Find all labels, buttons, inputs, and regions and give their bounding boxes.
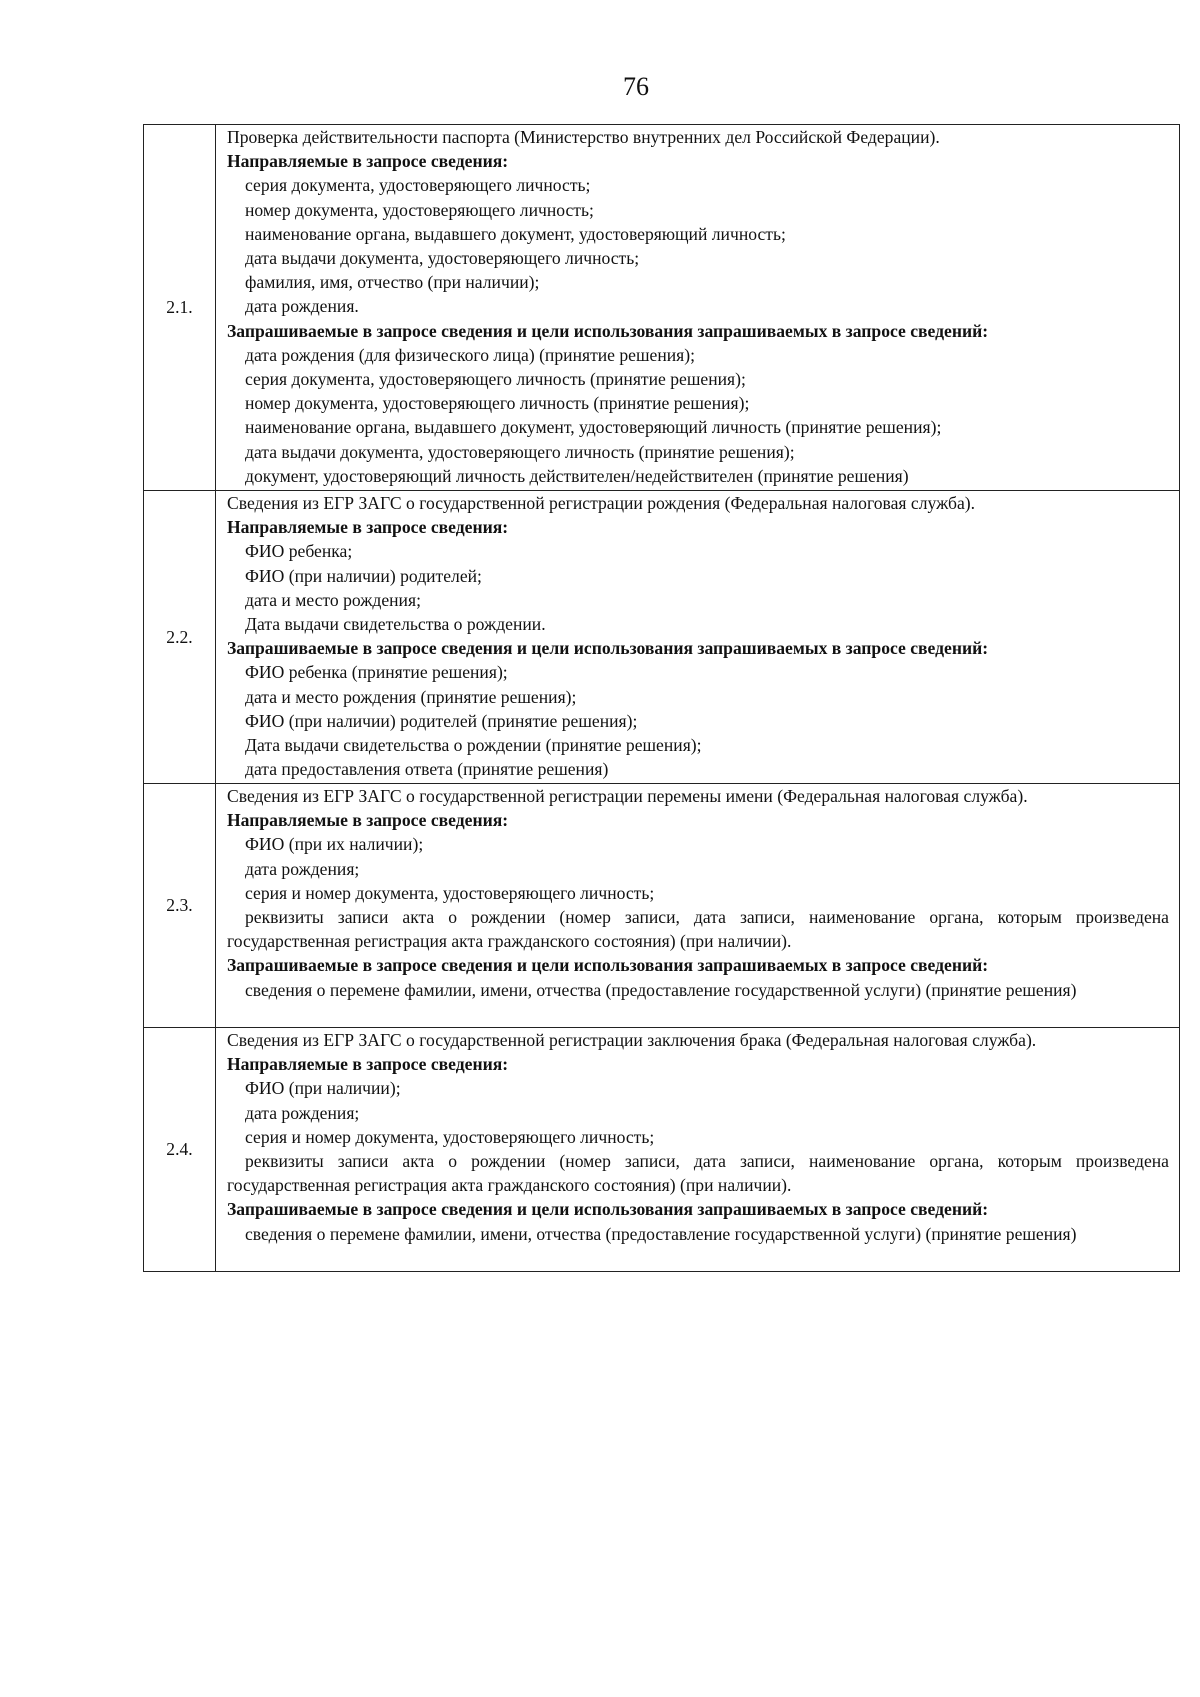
sent-heading: Направляемые в запросе сведения: (227, 810, 509, 831)
list-item: Дата выдачи свидетельства о рождении. (245, 614, 546, 635)
list-item: документ, удостоверяющий личность действителен/недействителен (принятие решения) (245, 465, 909, 486)
requested-paragraph: сведения о перемене фамилии, имени, отчества (предоставление государственной услуги) (принятие решения) (245, 1223, 1077, 1244)
list-item: номер документа, удостоверяющего личность (принятие решения); (245, 393, 750, 414)
list-item: фамилия, имя, отчество (при наличии); (245, 272, 540, 293)
list-item: дата и место рождения; (245, 589, 421, 610)
row-title: Проверка действительности паспорта (Министерство внутренних дел Российской Федерации). (227, 127, 940, 147)
sent-heading: Направляемые в запросе сведения: (227, 151, 509, 172)
record-details-paragraph: реквизиты записи акта о рождении (номер записи, дата записи, наименование органа, которым произведена государственная регистрация акта гражданского состояния) (при наличии). (227, 1151, 1169, 1196)
list-item: дата выдачи документа, удостоверяющего личность; (245, 248, 640, 269)
list-item: дата рождения; (245, 1102, 360, 1123)
list-item: дата и место рождения (принятие решения); (245, 686, 577, 707)
requested-heading: Запрашиваемые в запросе сведения и цели использования запрашиваемых в запросе сведений: (227, 320, 989, 341)
list-item: дата рождения; (245, 858, 360, 879)
list-item: дата выдачи документа, удостоверяющего личность (принятие решения); (245, 441, 795, 462)
row-content (216, 1028, 1180, 1272)
list-item: Дата выдачи свидетельства о рождении (принятие решения); (245, 735, 702, 756)
list-item: серия документа, удостоверяющего личность (принятие решения); (245, 369, 746, 390)
row-number: 2.1. (144, 125, 216, 491)
list-item: серия и номер документа, удостоверяющего личность; (245, 1126, 655, 1147)
sent-heading: Направляемые в запросе сведения: (227, 1054, 509, 1075)
row-title: Сведения из ЕГР ЗАГС о государственной регистрации перемены имени (Федеральная налоговая служба). (227, 786, 1028, 806)
table-row (144, 125, 1180, 491)
list-item: ФИО (при их наличии); (245, 834, 424, 855)
table-row (144, 784, 1180, 1028)
list-item: наименование органа, выдавшего документ, удостоверяющий личность (принятие решения); (245, 417, 942, 438)
list-item: ФИО ребенка (принятие решения); (245, 662, 508, 683)
row-number: 2.3. (144, 784, 216, 1028)
record-details-paragraph: реквизиты записи акта о рождении (номер записи, дата записи, наименование органа, которым произведена государственная регистрация акта гражданского состояния) (при наличии). (227, 907, 1169, 952)
list-item: номер документа, удостоверяющего личность; (245, 199, 594, 220)
table-row (144, 491, 1180, 784)
list-item: дата рождения. (245, 296, 359, 317)
list-item: ФИО ребенка; (245, 541, 353, 562)
requested-heading: Запрашиваемые в запросе сведения и цели использования запрашиваемых в запросе сведений: (227, 1199, 989, 1220)
sent-heading: Направляемые в запросе сведения: (227, 517, 509, 538)
row-title: Сведения из ЕГР ЗАГС о государственной регистрации заключения брака (Федеральная налоговая служба). (227, 1030, 1037, 1050)
requested-heading: Запрашиваемые в запросе сведения и цели использования запрашиваемых в запросе сведений: (227, 638, 989, 659)
row-content (216, 784, 1180, 1028)
list-item: серия документа, удостоверяющего личность; (245, 175, 591, 196)
table-row (144, 1028, 1180, 1272)
list-item: наименование органа, выдавшего документ, удостоверяющий личность; (245, 223, 786, 244)
list-item: дата рождения (для физического лица) (принятие решения); (245, 344, 696, 365)
requested-heading: Запрашиваемые в запросе сведения и цели использования запрашиваемых в запросе сведений: (227, 955, 989, 976)
list-item: серия и номер документа, удостоверяющего личность; (245, 882, 655, 903)
row-content (216, 125, 1180, 491)
row-number: 2.2. (144, 491, 216, 784)
requested-paragraph: сведения о перемене фамилии, имени, отчества (предоставление государственной услуги) (принятие решения) (245, 979, 1077, 1000)
row-title: Сведения из ЕГР ЗАГС о государственной регистрации рождения (Федеральная налоговая служба). (227, 493, 976, 513)
page-number: 76 (623, 72, 649, 101)
row-number: 2.4. (144, 1028, 216, 1272)
list-item: ФИО (при наличии) родителей; (245, 565, 482, 586)
list-item: ФИО (при наличии) родителей (принятие решения); (245, 710, 638, 731)
row-content (216, 491, 1180, 784)
list-item: ФИО (при наличии); (245, 1078, 401, 1099)
services-table (143, 124, 1180, 1272)
list-item: дата предоставления ответа (принятие решения) (245, 759, 609, 780)
